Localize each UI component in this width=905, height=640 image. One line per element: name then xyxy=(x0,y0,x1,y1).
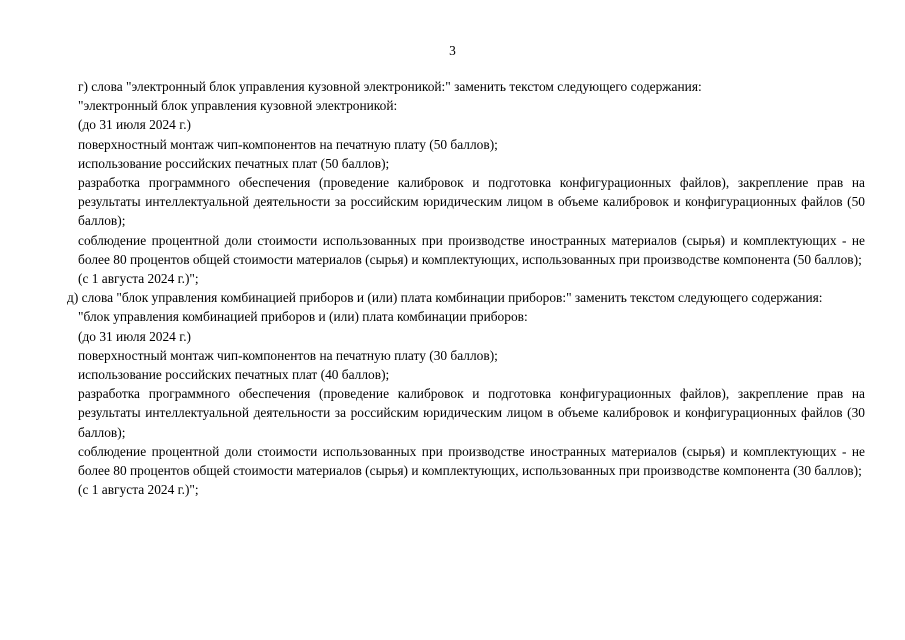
paragraph: (с 1 августа 2024 г.)"; xyxy=(78,482,199,498)
paragraph: использование российских печатных плат (50 баллов); xyxy=(78,155,390,171)
paragraph: разработка программного обеспечения (проведение калибровок и подготовка конфигурационных файлов), закрепление прав на результаты интеллектуальной деятельности за российским юридическим лицом в объеме калибровок и конфигурационных файлов (30 баллов); xyxy=(78,386,865,440)
paragraph: поверхностный монтаж чип-компонентов на печатную плату (30 баллов); xyxy=(78,347,498,363)
paragraph: соблюдение процентной доли стоимости использованных при производстве иностранных материалов (сырья) и комплектующих - не более 80 процентов общей стоимости материалов (сырья) и комплектующих, использованных при производстве компонента (50 баллов); xyxy=(78,232,865,267)
paragraph: (с 1 августа 2024 г.)"; xyxy=(78,271,199,287)
paragraph: д) слова "блок управления комбинацией приборов и (или) плата комбинации приборов:" заменить текстом следующего содержания: xyxy=(67,290,823,306)
document-body xyxy=(67,77,865,499)
paragraph: использование российских печатных плат (40 баллов); xyxy=(78,367,390,383)
paragraph: "электронный блок управления кузовной электроникой: xyxy=(78,98,398,114)
page-number: 3 xyxy=(449,43,456,58)
paragraph: "блок управления комбинацией приборов и (или) плата комбинации приборов: xyxy=(78,309,528,325)
paragraph: поверхностный монтаж чип-компонентов на печатную плату (50 баллов); xyxy=(78,136,498,152)
paragraph: г) слова "электронный блок управления кузовной электроникой:" заменить текстом следующего содержания: xyxy=(78,79,702,94)
paragraph: разработка программного обеспечения (проведение калибровок и подготовка конфигурационных файлов), закрепление прав на результаты интеллектуальной деятельности за российским юридическим лицом в объеме калибровок и конфигурационных файлов (50 баллов); xyxy=(78,175,865,229)
paragraph: соблюдение процентной доли стоимости использованных при производстве иностранных материалов (сырья) и комплектующих - не более 80 процентов общей стоимости материалов (сырья) и комплектующих, использованных при производстве компонента (30 баллов); xyxy=(78,443,865,479)
paragraph: (до 31 июля 2024 г.) xyxy=(78,328,191,344)
paragraph: (до 31 июля 2024 г.) xyxy=(78,117,191,133)
